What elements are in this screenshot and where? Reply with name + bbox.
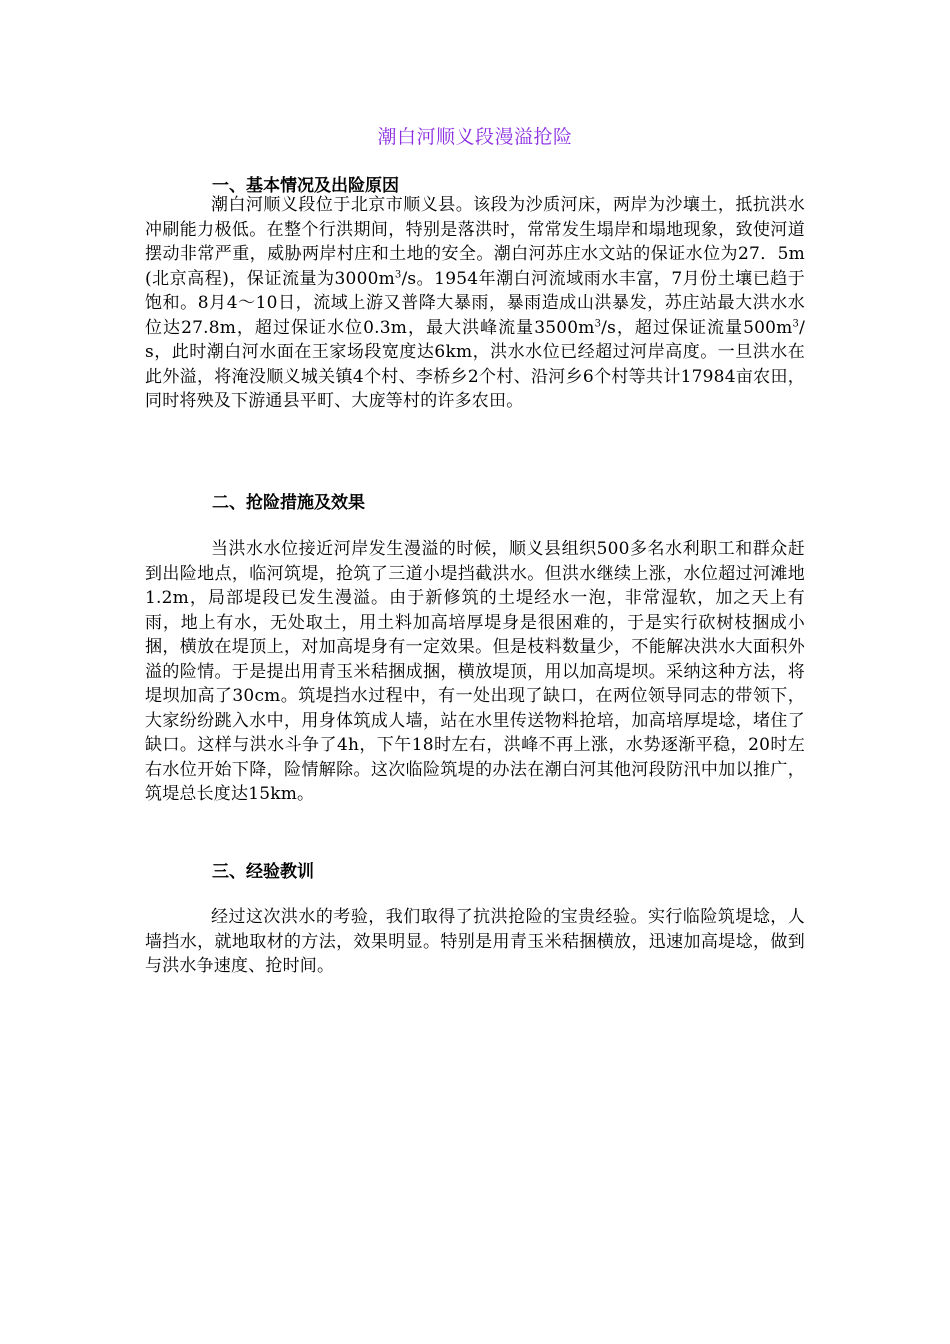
superscript: 3 bbox=[394, 268, 402, 280]
section-heading-2: 二、抢险措施及效果 bbox=[212, 493, 365, 513]
section-heading-3: 三、经验教训 bbox=[212, 862, 314, 882]
section-heading-1: 一、基本情况及出险原因 bbox=[212, 176, 399, 196]
superscript: 3 bbox=[594, 317, 602, 329]
paragraph-text: /s。1954年潮白河流域雨水丰富，7月份土壤已趋于饱和。8月4～10日，流域上游又普降大暴雨，暴雨造成山洪暴发，苏庄站最大洪水水位达27.8m，超过保证水位0.3m，最大洪峰流量3500m bbox=[145, 268, 805, 338]
paragraph-text: /s，此时潮白河水面在王家场段宽度达6km，洪水水位已经超过河岸高度。一旦洪水在此外溢，将淹没顺义城关镇4个村、李桥乡2个村、沿河乡6个村等共计17984亩农田，同时将殃及下游通县平町、大庞等村的许多农田。 bbox=[145, 317, 805, 411]
section-paragraph-2: 当洪水水位接近河岸发生漫溢的时候，顺义县组织500多名水利职工和群众赶到出险地点，临河筑堤，抢筑了三道小堤挡截洪水。但洪水继续上涨，水位超过河滩地1.2m，局部堤段已发生漫溢。由于新修筑的土堤经水一泡，非常湿软，加之天上有雨，地上有水，无处取土，用土料加高培厚堤身是很困难的，于是实行砍树枝捆成小捆，横放在堤顶上，对加高堤身有一定效果。但是枝料数量少，不能解决洪水大面积外溢的险情。于是提出用青玉米秸捆成捆，横放堤顶，用以加高堤坝。采纳这种方法，将堤坝加高了30cm。筑堤挡水过程中，有一处出现了缺口，在两位领导同志的带领下，大家纷纷跳入水中，用身体筑成人墙，站在水里传送物料抢培，加高培厚堤埝，堵住了缺口。这样与洪水斗争了4h，下午18时左右，洪峰不再上涨，水势逐渐平稳，20时左右水位开始下降，险情解除。这次临险筑堤的办法在潮白河其他河段防汛中加以推广，筑堤总长度达15km。 bbox=[145, 539, 805, 804]
section-paragraph-1 bbox=[145, 193, 805, 414]
superscript: 3 bbox=[792, 317, 800, 329]
paragraph-text: 潮白河顺义段位于北京市顺义县。该段为沙质河床，两岸为沙壤土，抵抗洪水冲刷能力极低。在整个行洪期间，特别是落洪时，常常发生塌岸和塌地现象，致使河道摆动非常严重，威胁两岸村庄和土地的安全。潮白河苏庄水文站的保证水位为27．5m(北京高程)，保证流量为3000m bbox=[145, 195, 805, 289]
section-paragraph-3: 经过这次洪水的考验，我们取得了抗洪抢险的宝贵经验。实行临险筑堤埝，人墙挡水，就地取材的方法，效果明显。特别是用青玉米秸捆横放，迅速加高堤埝，做到与洪水争速度、抢时间。 bbox=[145, 907, 805, 976]
page-title: 潮白河顺义段漫溢抢险 bbox=[377, 126, 573, 148]
paragraph-text: /s，超过保证流量500m bbox=[601, 317, 793, 338]
